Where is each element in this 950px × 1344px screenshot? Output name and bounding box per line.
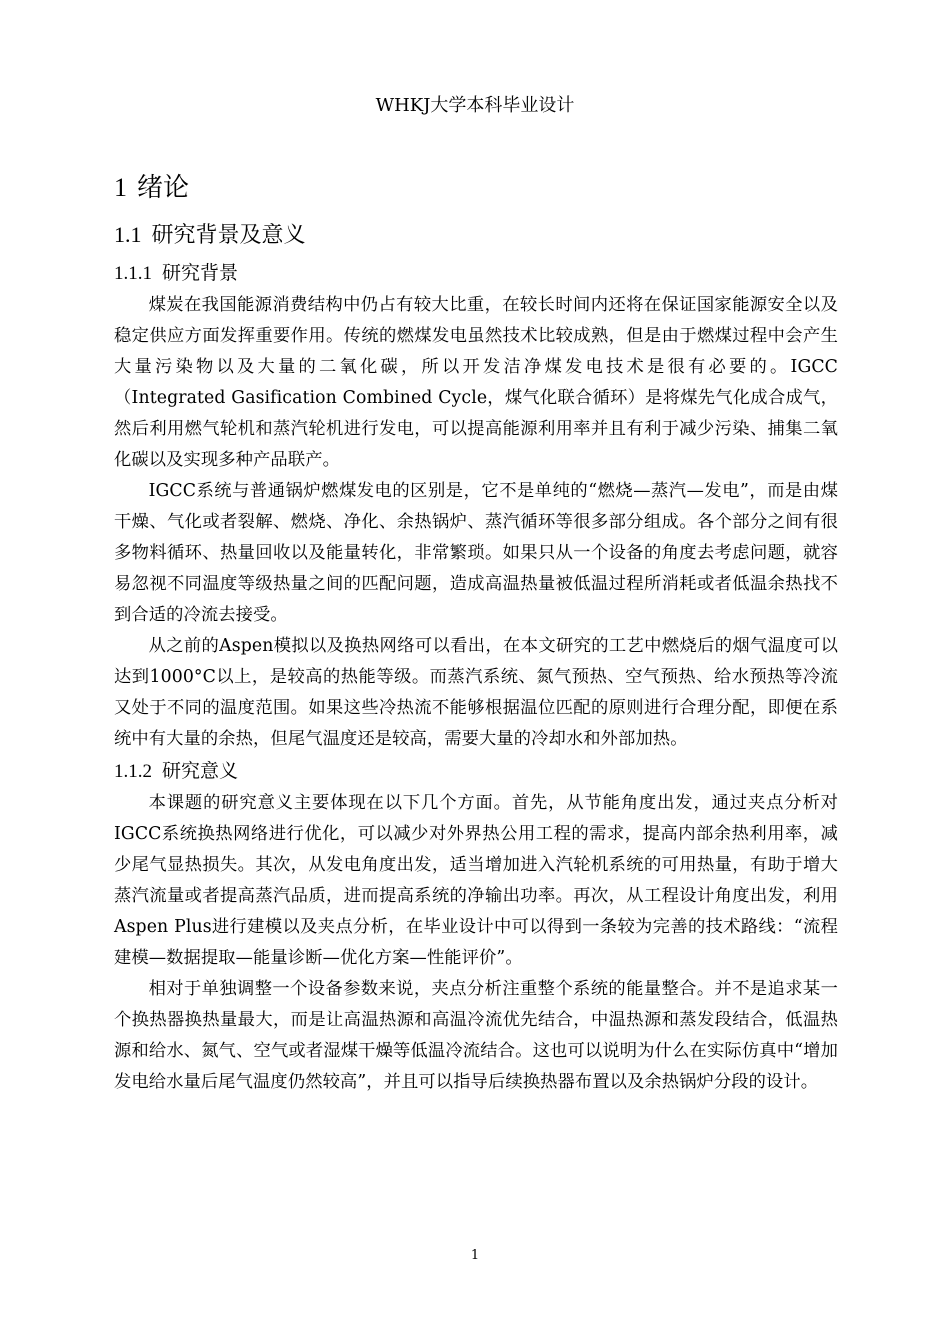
subsection-number: 1.1.2 — [114, 761, 152, 782]
subsection-background — [114, 259, 838, 755]
section-heading — [114, 220, 838, 251]
subsection-title: 研究意义 — [162, 760, 239, 782]
subsection-significance — [114, 757, 838, 1098]
paragraph: 本课题的研究意义主要体现在以下几个方面。首先，从节能角度出发，通过夹点分析对IGCC系统换热网络进行优化，可以减少对外界热公用工程的需求，提高内部余热利用率，减少尾气显热损失。其次，从发电角度出发，适当增加进入汽轮机系统的可用热量，有助于增大蒸汽流量或者提高蒸汽品质，进而提高系统的净输出功率。再次，从工程设计角度出发，利用Aspen Plus进行建模以及夹点分析，在毕业设计中可以得到一条较为完善的技术路线：“流程建模—数据提取—能量诊断—优化方案—性能评价”。 — [114, 793, 838, 968]
subsection-number: 1.1.1 — [114, 263, 152, 284]
page-number: 1 — [470, 1248, 480, 1263]
section-number: 1.1 — [114, 222, 142, 247]
chapter-title: 绪论 — [137, 173, 190, 203]
chapter-number: 1 — [114, 173, 127, 202]
subsection-heading — [114, 757, 838, 786]
paragraph: IGCC系统与普通锅炉燃煤发电的区别是，它不是单纯的“燃烧—蒸汽—发电”，而是由煤干燥、气化或者裂解、燃烧、净化、余热锅炉、蒸汽循环等很多部分组成。各个部分之间有很多物料循环、热量回收以及能量转化，非常繁琐。如果只从一个设备的角度去考虑问题，就容易忽视不同温度等级热量之间的匹配问题，造成高温热量被低温过程所消耗或者低温余热找不到合适的冷流去接受。 — [114, 481, 838, 625]
section-title: 研究背景及意义 — [151, 223, 306, 248]
chapter-heading — [114, 170, 838, 206]
subsection-heading — [114, 259, 838, 288]
paragraph: 相对于单独调整一个设备参数来说，夹点分析注重整个系统的能量整合。并不是追求某一个换热器换热量最大，而是让高温热源和高温冷流优先结合，中温热源和蒸发段结合，低温热源和给水、氮气、空气或者湿煤干燥等低温冷流结合。这也可以说明为什么在实际仿真中“增加发电给水量后尾气温度仍然较高”，并且可以指导后续换热器布置以及余热锅炉分段的设计。 — [114, 979, 838, 1092]
subsection-title: 研究背景 — [162, 262, 239, 284]
page-header: WHKJ大学本科毕业设计 — [375, 95, 575, 116]
page-content — [114, 170, 838, 1098]
paragraph: 从之前的Aspen模拟以及换热网络可以看出，在本文研究的工艺中燃烧后的烟气温度可以达到1000°C以上，是较高的热能等级。而蒸汽系统、氮气预热、空气预热、给水预热等冷流又处于不同的温度范围。如果这些冷热流不能够根据温位匹配的原则进行合理分配，即便在系统中有大量的余热，但尾气温度还是较高，需要大量的冷却水和外部加热。 — [114, 636, 838, 749]
paragraph: 煤炭在我国能源消费结构中仍占有较大比重，在较长时间内还将在保证国家能源安全以及稳定供应方面发挥重要作用。传统的燃煤发电虽然技术比较成熟，但是由于燃煤过程中会产生大量污染物以及大量的二氧化碳，所以开发洁净煤发电技术是很有必要的。IGCC（Integrated Gasification Combined Cycle，煤气化联合循环）是将煤先气化成合成气，然后利用燃气轮机和蒸汽轮机进行发电，可以提高能源利用率并且有利于减少污染、捕集二氧化碳以及实现多种产品联产。 — [114, 295, 838, 470]
